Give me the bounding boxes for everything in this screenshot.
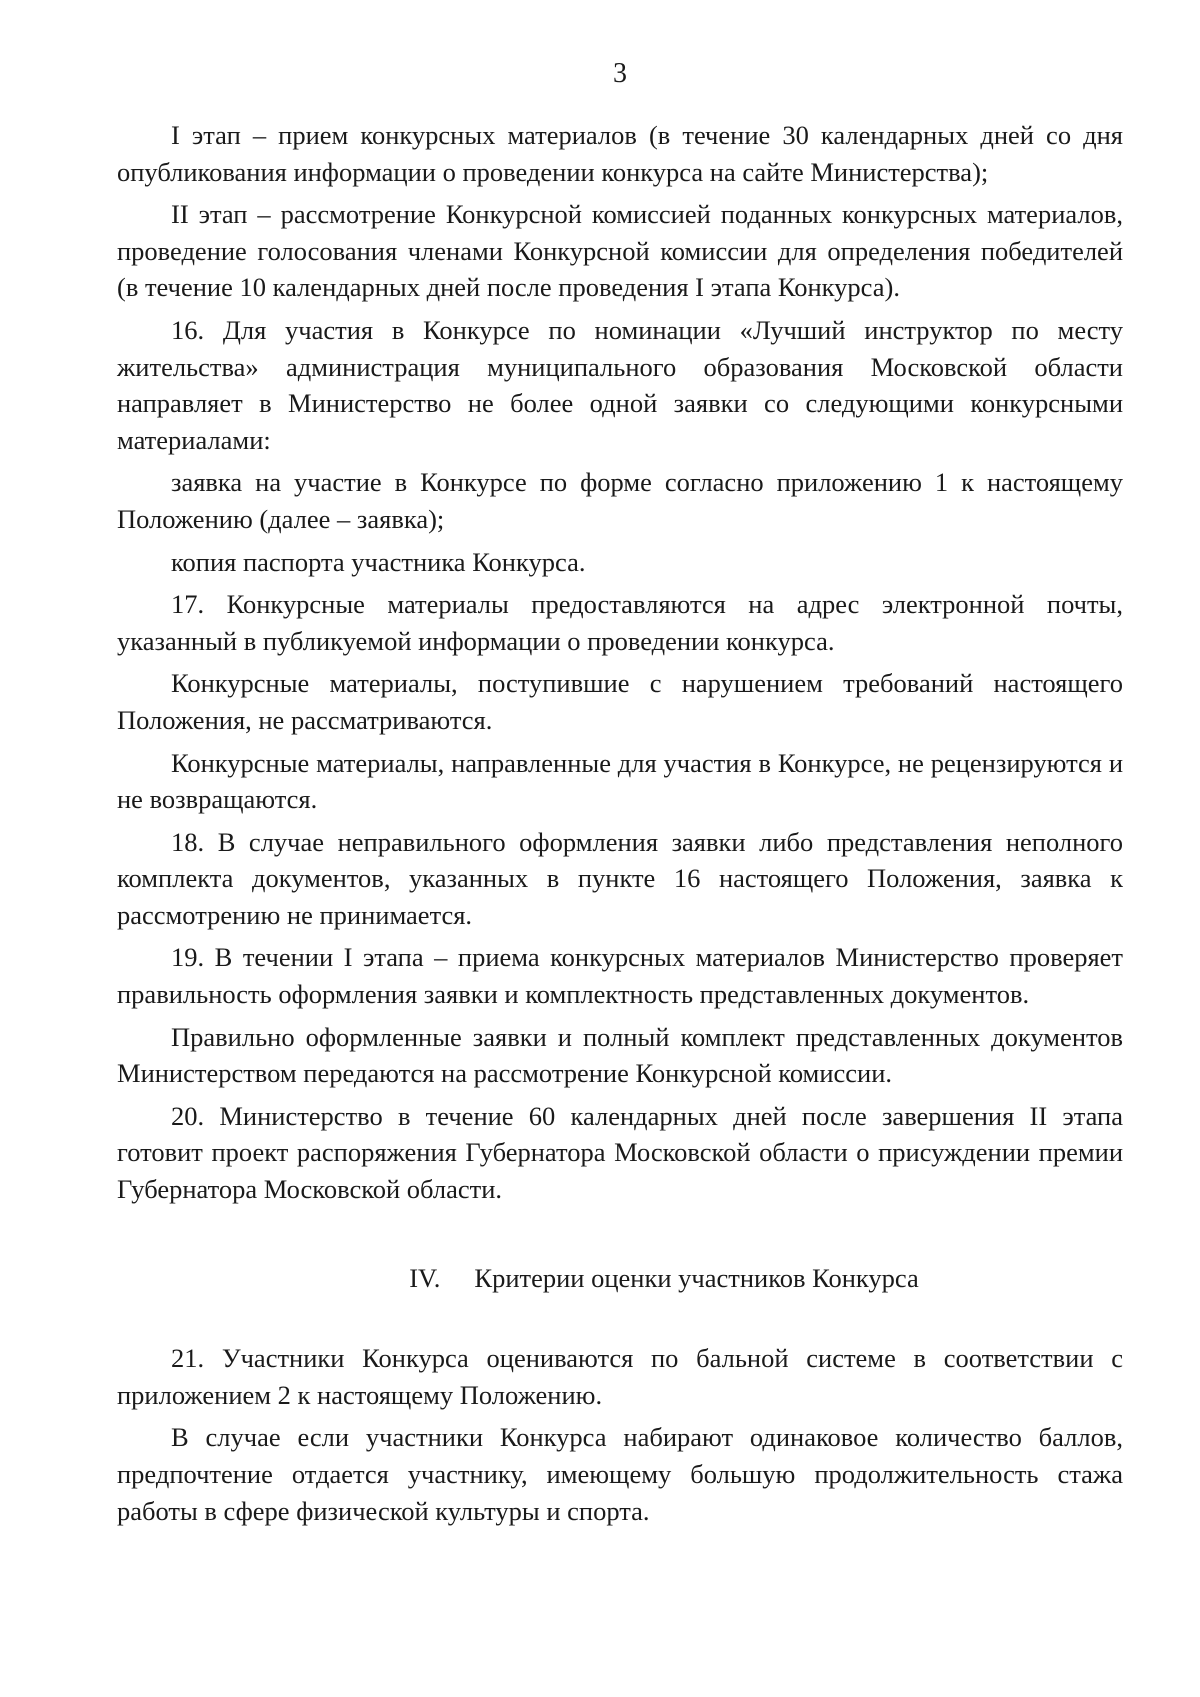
paragraph-application-form: заявка на участие в Конкурсе по форме согласно приложению 1 к настоящему Положению (далее – заявка); xyxy=(117,467,1123,534)
section-title: Критерии оценки участников Конкурса xyxy=(474,1262,919,1293)
paragraph-stage-1: I этап – прием конкурсных материалов (в течение 30 календарных дней со дня опубликования информации о проведении конкурса на сайте Министерства); xyxy=(117,120,1123,187)
section-number: IV. xyxy=(409,1262,441,1293)
paragraph-violations: Конкурсные материалы, поступившие с нарушением требований настоящего Положения, не рассматриваются. xyxy=(117,668,1123,735)
paragraph-item-18: 18. В случае неправильного оформления заявки либо представления неполного комплекта документов, указанных в пункте 16 настоящего Положения, заявка к рассмотрению не принимается. xyxy=(117,826,1123,930)
paragraph-item-16: 16. Для участия в Конкурсе по номинации «Лучший инструктор по месту жительства» администрация муниципального образования Московской области направляет в Министерство не более одной заявки со следующими конкурсными материалами: xyxy=(117,314,1123,455)
paragraph-not-returned: Конкурсные материалы, направленные для участия в Конкурсе, не рецензируются и не возвращаются. xyxy=(117,747,1123,815)
section-heading xyxy=(117,1260,1123,1297)
paragraph-item-20: 20. Министерство в течение 60 календарных дней после завершения II этапа готовит проект распоряжения Губернатора Московской области о присуждении премии Губернатора Московской области. xyxy=(117,1100,1123,1205)
paragraph-item-21: 21. Участники Конкурса оцениваются по бальной системе в соответствии с приложением 2 к настоящему Положению. xyxy=(117,1343,1123,1410)
paragraph-item-19: 19. В течении I этапа – приема конкурсных материалов Министерство проверяет правильность оформления заявки и комплектность представленных документов. xyxy=(117,942,1123,1010)
paragraph-tie-break: В случае если участники Конкурса набирают одинаковое количество баллов, предпочтение отдается участнику, имеющему большую продолжительность стажа работы в сфере физической культуры и спорта. xyxy=(117,1422,1123,1526)
paragraph-item-17: 17. Конкурсные материалы предоставляются на адрес электронной почты, указанный в публикуемой информации о проведении конкурса. xyxy=(117,589,1123,656)
paragraph-passport-copy: копия паспорта участника Конкурса. xyxy=(171,546,586,577)
paragraph-stage-2: II этап – рассмотрение Конкурсной комиссией поданных конкурсных материалов, проведение голосования членами Конкурсной комиссии для определения победителей (в течение 10 календарных дней после проведения I этапа Конкурса). xyxy=(117,199,1123,303)
page-number: 3 xyxy=(613,58,627,89)
document-body xyxy=(117,117,1123,1529)
paragraph-transfer-to-commission: Правильно оформленные заявки и полный комплект представленных документов Министерством передаются на рассмотрение Конкурсной комиссии. xyxy=(117,1021,1123,1089)
